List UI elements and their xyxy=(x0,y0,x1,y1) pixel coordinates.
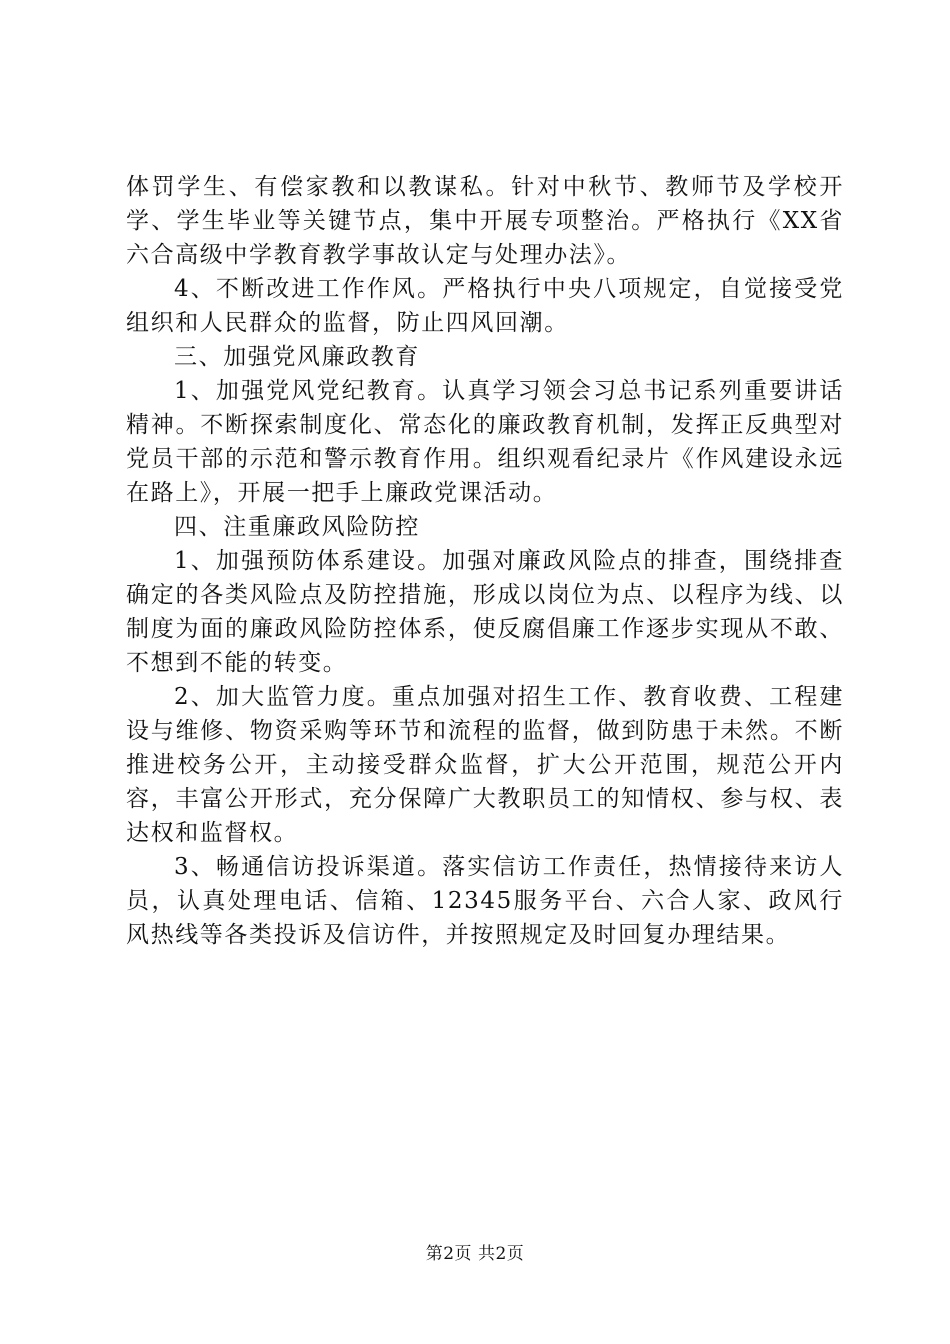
paragraph-party-discipline: 1、加强党风党纪教育。认真学习领会习总书记系列重要讲话精神。不断探索制度化、常态化的廉政教育机制，发挥正反典型对党员干部的示范和警示教育作用。组织观看纪录片《作风建设永远在路上》，开展一把手上廉政党课活动。 xyxy=(126,378,844,506)
page-number-footer: 第2页 共2页 xyxy=(425,1244,525,1264)
paragraph-supervision: 2、加大监管力度。重点加强对招生工作、教育收费、工程建设与维修、物资采购等环节和流程的监督，做到防患于未然。不断推进校务公开，主动接受群众监督，扩大公开范围，规范公开内容，丰富公开形式，充分保障广大教职员工的知情权、参与权、表达权和监督权。 xyxy=(126,684,844,846)
document-body xyxy=(126,170,844,952)
paragraph-prevention-system: 1、加强预防体系建设。加强对廉政风险点的排查，围绕排查确定的各类风险点及防控措施，形成以岗位为点、以程序为线、以制度为面的廉政风险防控体系，使反腐倡廉工作逐步实现从不敢、不想到不能的转变。 xyxy=(126,548,844,676)
paragraph-complaint-channels: 3、畅通信访投诉渠道。落实信访工作责任，热情接待来访人员，认真处理电话、信箱、12345服务平台、六合人家、政风行风热线等各类投诉及信访件，并按照规定及时回复办理结果。 xyxy=(126,854,844,948)
section-heading-risk-control: 四、注重廉政风险防控 xyxy=(174,514,420,540)
paragraph-work-style: 4、不断改进工作作风。严格执行中央八项规定，自觉接受党组织和人民群众的监督，防止四风回潮。 xyxy=(126,276,844,336)
section-heading-education: 三、加强党风廉政教育 xyxy=(174,344,420,370)
paragraph-continuation: 体罚学生、有偿家教和以教谋私。针对中秋节、教师节及学校开学、学生毕业等关键节点，集中开展专项整治。严格执行《XX省六合高级中学教育教学事故认定与处理办法》。 xyxy=(126,174,844,268)
